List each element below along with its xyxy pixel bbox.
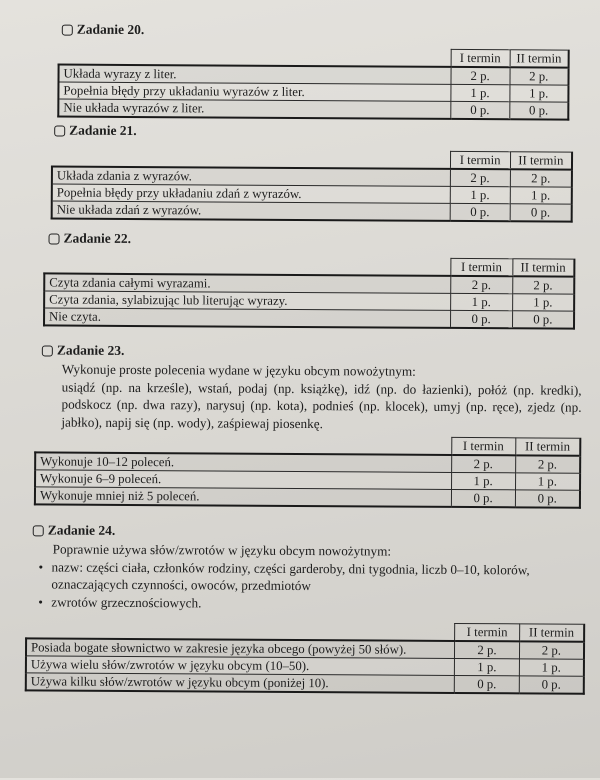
score-i: 1 p. xyxy=(451,472,515,489)
row-label: Nie czyta. xyxy=(44,308,450,328)
score-ii: 2 p. xyxy=(519,641,584,659)
row-label: Używa kilku słów/zwrotów w języku obcym (poniżej 10). xyxy=(26,673,455,693)
score-ii: 2 p. xyxy=(510,169,572,187)
table-row xyxy=(26,673,584,694)
task-22-heading xyxy=(48,229,131,248)
row-label: Nie układa wyrazów z liter. xyxy=(58,99,450,119)
score-ii: 0 p. xyxy=(509,102,568,120)
list-item: • zwrotów grzecznościowych. xyxy=(38,593,582,614)
score-ii: 1 p. xyxy=(519,659,584,676)
row-label: Popełnia błędy przy układaniu wyrazów z liter. xyxy=(58,82,450,101)
task-24-checkbox[interactable] xyxy=(33,525,44,536)
col-header-ii-termin: II termin xyxy=(512,259,574,277)
row-label: Czyta zdania całymi wyrazami. xyxy=(44,273,450,293)
score-i: 0 p. xyxy=(450,203,510,221)
task-23-instruction: Wykonuje proste polecenia wydane w języku obcym nowożytnym: xyxy=(61,361,416,379)
score-ii: 0 p. xyxy=(510,204,572,222)
row-label: Posiada bogate słownictwo w zakresie języka obcego (powyżej 50 słów). xyxy=(26,638,455,658)
task-23-section xyxy=(41,341,582,433)
score-ii: 1 p. xyxy=(512,294,574,311)
task-24-section xyxy=(32,521,583,613)
row-label: Wykonuje mniej niż 5 poleceń. xyxy=(35,487,451,507)
task-22-score-table xyxy=(43,255,575,329)
col-header-i-termin: I termin xyxy=(451,258,513,276)
score-ii: 2 p. xyxy=(512,276,574,294)
score-ii: 1 p. xyxy=(515,473,580,490)
task-22-checkbox[interactable] xyxy=(49,233,60,244)
score-ii: 1 p. xyxy=(509,85,568,102)
table-row xyxy=(58,99,568,120)
list-item: • nazw: części ciała, członków rodziny, części garderoby, dni tygodnia, liczb 0–10, kolorów, oznaczających czynności, owoców, przedmiotów xyxy=(38,558,582,596)
task-title: Zadanie 22. xyxy=(63,230,132,246)
score-i: 0 p. xyxy=(451,489,515,507)
score-i: 2 p. xyxy=(450,276,512,294)
score-i: 1 p. xyxy=(450,293,512,310)
score-i: 0 p. xyxy=(454,675,519,693)
task-21-score-table xyxy=(51,148,573,222)
score-i: 1 p. xyxy=(451,84,510,101)
table-row xyxy=(44,308,574,329)
score-i: 2 p. xyxy=(451,455,515,473)
row-label: Używa wielu słów/zwrotów w języku obcym (10–50). xyxy=(26,656,455,676)
task-title: Zadanie 20. xyxy=(76,21,145,38)
score-i: 1 p. xyxy=(455,658,520,675)
task-21-checkbox[interactable] xyxy=(54,125,65,136)
score-ii: 0 p. xyxy=(515,490,580,508)
row-label: Wykonuje 10–12 poleceń. xyxy=(35,452,451,472)
score-i: 0 p. xyxy=(450,101,509,119)
col-header-i-termin: I termin xyxy=(450,151,510,169)
table-row xyxy=(52,201,572,222)
task-title: Zadanie 23. xyxy=(56,342,125,358)
task-24-score-table xyxy=(25,620,585,694)
task-20-score-table xyxy=(57,47,569,121)
task-20-checkbox[interactable] xyxy=(62,24,73,35)
score-ii: 0 p. xyxy=(512,311,574,329)
row-label: Układa zdania z wyrazów. xyxy=(52,166,450,186)
task-21-heading xyxy=(54,122,137,141)
score-ii: 0 p. xyxy=(519,676,584,694)
task-title: Zadanie 21. xyxy=(69,122,137,139)
col-header-ii-termin: II termin xyxy=(510,50,569,68)
score-i: 0 p. xyxy=(450,310,512,328)
col-header-ii-termin: II termin xyxy=(519,624,584,642)
table-row xyxy=(35,487,580,508)
score-ii: 2 p. xyxy=(515,455,580,473)
col-header-ii-termin: II termin xyxy=(515,438,580,456)
row-label: Czyta zdania, sylabizując lub literując wyrazy. xyxy=(44,291,450,310)
score-ii: 1 p. xyxy=(510,187,572,204)
task-20-heading xyxy=(62,21,145,40)
task-23-checkbox[interactable] xyxy=(42,345,53,356)
col-header-ii-termin: II termin xyxy=(510,152,572,170)
score-ii: 2 p. xyxy=(510,67,569,85)
task-title: Zadanie 24. xyxy=(47,522,116,538)
col-header-i-termin: I termin xyxy=(455,623,520,641)
score-i: 2 p. xyxy=(451,67,510,85)
score-i: 2 p. xyxy=(450,169,510,187)
row-label: Układa wyrazy z liter. xyxy=(58,65,450,85)
task-23-commands: usiądź (np. na krześle), wstań, podaj (np. książkę), idź (np. do łazienki), połóż (np. kredki), podskocz (np. dwa razy), narysuj (np. kota), podnieś (np. klocek), umyj (np. ręce), zjedz (np. jabłko), napij się (np. wody), zaśpiewaj piosenkę. xyxy=(61,379,582,431)
row-label: Nie układa zdań z wyrazów. xyxy=(52,201,450,221)
row-label: Wykonuje 6–9 poleceń. xyxy=(35,470,451,490)
score-i: 2 p. xyxy=(455,641,520,659)
task-24-instruction: Poprawnie używa słów/zwrotów w języku obcym nowożytnym: xyxy=(52,541,392,559)
score-i: 1 p. xyxy=(450,186,510,203)
task-23-score-table xyxy=(34,434,581,508)
row-label: Popełnia błędy przy układaniu zdań z wyrazów. xyxy=(52,184,450,203)
col-header-i-termin: I termin xyxy=(451,437,515,455)
col-header-i-termin: I termin xyxy=(451,49,510,67)
